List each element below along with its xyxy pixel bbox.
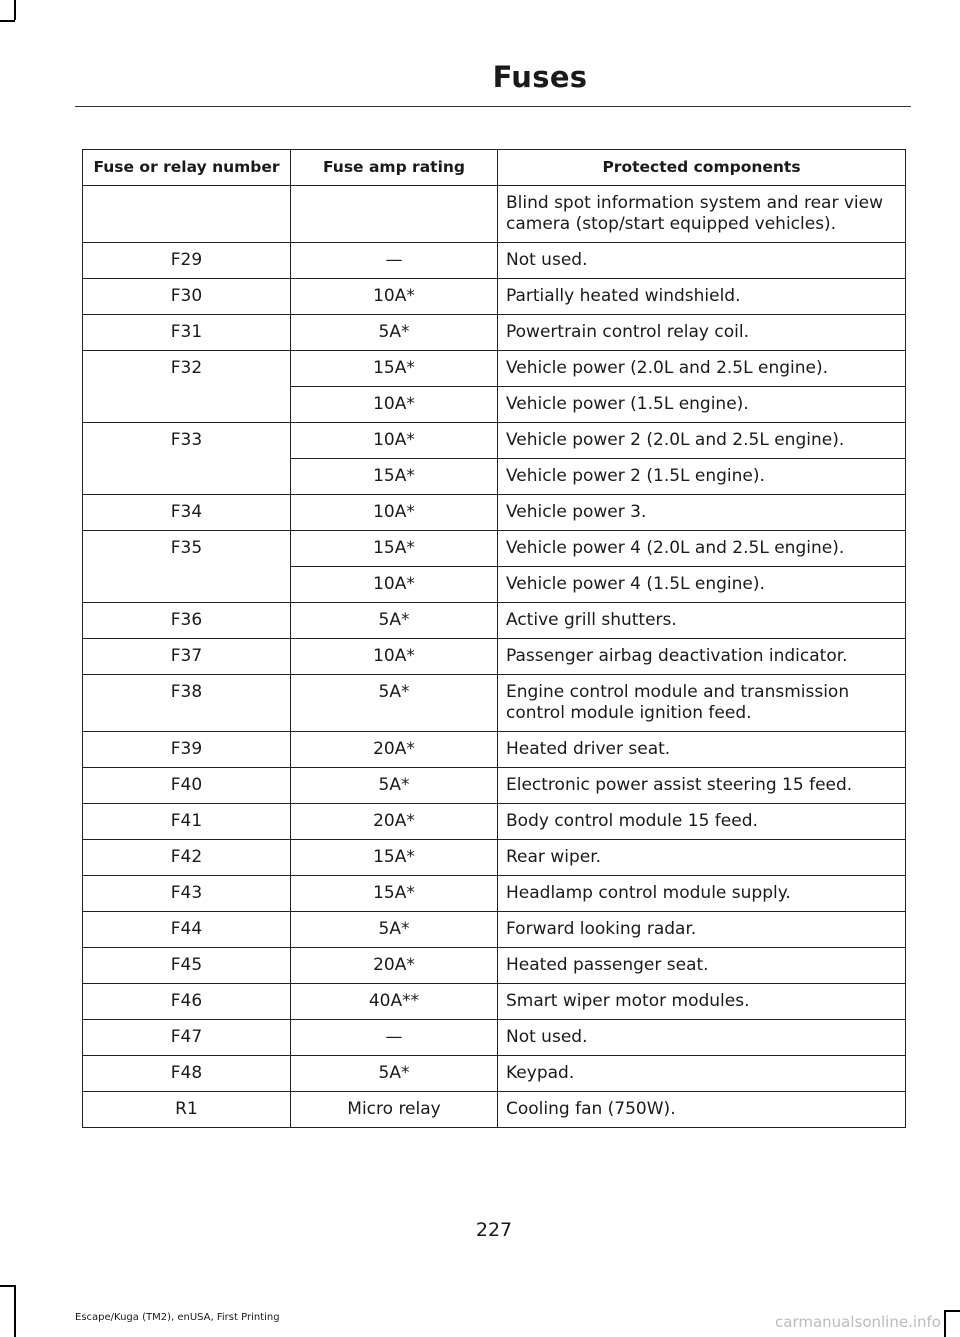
- fuse-number-cell: F43: [83, 876, 291, 912]
- amp-rating-cell: 5A*: [291, 603, 498, 639]
- protected-components-cell: Headlamp control module supply.: [498, 876, 906, 912]
- amp-rating-cell: Micro relay: [291, 1092, 498, 1128]
- amp-rating-cell: 15A*: [291, 351, 498, 387]
- amp-rating-cell: 10A*: [291, 387, 498, 423]
- amp-rating-cell: 15A*: [291, 459, 498, 495]
- protected-components-cell: Vehicle power 2 (1.5L engine).: [498, 459, 906, 495]
- table-row: [83, 1020, 906, 1056]
- protected-components-cell: Vehicle power 4 (2.0L and 2.5L engine).: [498, 531, 906, 567]
- table-row: [83, 948, 906, 984]
- fuse-number-cell: F36: [83, 603, 291, 639]
- amp-rating-cell: 15A*: [291, 531, 498, 567]
- crop-mark-top-left-v: [14, 0, 16, 20]
- protected-components-cell: Electronic power assist steering 15 feed.: [498, 768, 906, 804]
- fuse-number-cell: F32: [83, 351, 291, 423]
- column-header-amp-rating: Fuse amp rating: [291, 150, 498, 186]
- protected-components-cell: Vehicle power 2 (2.0L and 2.5L engine).: [498, 423, 906, 459]
- protected-components-cell: Vehicle power 4 (1.5L engine).: [498, 567, 906, 603]
- amp-rating-cell: [291, 186, 498, 243]
- watermark: carmanualsonline.info: [775, 1313, 941, 1331]
- protected-components-cell: Not used.: [498, 243, 906, 279]
- protected-components-cell: Keypad.: [498, 1056, 906, 1092]
- protected-components-cell: Engine control module and transmission control module ignition feed.: [498, 675, 906, 732]
- amp-rating-cell: 15A*: [291, 840, 498, 876]
- protected-components-cell: Forward looking radar.: [498, 912, 906, 948]
- fuse-number-cell: F38: [83, 675, 291, 732]
- amp-rating-cell: 40A**: [291, 984, 498, 1020]
- table-header-row: [83, 150, 906, 186]
- protected-components-cell: Active grill shutters.: [498, 603, 906, 639]
- amp-rating-cell: 10A*: [291, 495, 498, 531]
- fuse-number-cell: F30: [83, 279, 291, 315]
- amp-rating-cell: 15A*: [291, 876, 498, 912]
- page-number: 227: [475, 1219, 513, 1241]
- table-row: [83, 639, 906, 675]
- protected-components-cell: Powertrain control relay coil.: [498, 315, 906, 351]
- protected-components-cell: Vehicle power (2.0L and 2.5L engine).: [498, 351, 906, 387]
- crop-mark-bottom-left-h: [0, 1285, 15, 1287]
- amp-rating-cell: 5A*: [291, 768, 498, 804]
- protected-components-cell: Smart wiper motor modules.: [498, 984, 906, 1020]
- table-row: [83, 732, 906, 768]
- fuse-number-cell: F39: [83, 732, 291, 768]
- fuse-number-cell: F37: [83, 639, 291, 675]
- table-row: [83, 495, 906, 531]
- amp-rating-cell: 10A*: [291, 639, 498, 675]
- fuse-table: [82, 149, 906, 1128]
- fuse-table-body: [83, 186, 906, 1128]
- fuse-number-cell: R1: [83, 1092, 291, 1128]
- publication-info: Escape/Kuga (TM2), enUSA, First Printing: [75, 1312, 280, 1323]
- table-row: [83, 186, 906, 243]
- fuse-number-cell: F29: [83, 243, 291, 279]
- fuse-number-cell: F45: [83, 948, 291, 984]
- table-row: [83, 351, 906, 387]
- amp-rating-cell: 5A*: [291, 912, 498, 948]
- fuse-number-cell: F40: [83, 768, 291, 804]
- table-row: [83, 1092, 906, 1128]
- protected-components-cell: Heated driver seat.: [498, 732, 906, 768]
- fuse-number-cell: F48: [83, 1056, 291, 1092]
- protected-components-cell: Not used.: [498, 1020, 906, 1056]
- header-rule: [75, 106, 911, 107]
- table-row: [83, 243, 906, 279]
- table-row: [83, 531, 906, 567]
- table-row: [83, 315, 906, 351]
- table-row: [83, 279, 906, 315]
- amp-rating-cell: 20A*: [291, 732, 498, 768]
- amp-rating-cell: 5A*: [291, 315, 498, 351]
- fuse-number-cell: F46: [83, 984, 291, 1020]
- table-row: [83, 840, 906, 876]
- protected-components-cell: Rear wiper.: [498, 840, 906, 876]
- amp-rating-cell: 10A*: [291, 279, 498, 315]
- amp-rating-cell: —: [291, 1020, 498, 1056]
- table-row: [83, 804, 906, 840]
- table-row: [83, 1056, 906, 1092]
- amp-rating-cell: 5A*: [291, 1056, 498, 1092]
- amp-rating-cell: 10A*: [291, 423, 498, 459]
- fuse-number-cell: F41: [83, 804, 291, 840]
- page-title: Fuses: [492, 60, 588, 94]
- amp-rating-cell: 10A*: [291, 567, 498, 603]
- crop-mark-bottom-left-v: [14, 1285, 16, 1337]
- table-row: [83, 768, 906, 804]
- protected-components-cell: Body control module 15 feed.: [498, 804, 906, 840]
- column-header-protected-components: Protected components: [498, 150, 906, 186]
- fuse-number-cell: [83, 186, 291, 243]
- table-row: [83, 423, 906, 459]
- table-row: [83, 603, 906, 639]
- table-row: [83, 876, 906, 912]
- fuse-number-cell: F34: [83, 495, 291, 531]
- protected-components-cell: Cooling fan (750W).: [498, 1092, 906, 1128]
- fuse-number-cell: F35: [83, 531, 291, 603]
- crop-mark-top-left-h: [0, 20, 15, 22]
- fuse-number-cell: F47: [83, 1020, 291, 1056]
- fuse-number-cell: F44: [83, 912, 291, 948]
- column-header-fuse-number: Fuse or relay number: [83, 150, 291, 186]
- amp-rating-cell: —: [291, 243, 498, 279]
- protected-components-cell: Blind spot information system and rear view camera (stop/start equipped vehicles).: [498, 186, 906, 243]
- protected-components-cell: Passenger airbag deactivation indicator.: [498, 639, 906, 675]
- table-row: [83, 912, 906, 948]
- protected-components-cell: Heated passenger seat.: [498, 948, 906, 984]
- crop-mark-bottom-right-v: [944, 1310, 946, 1337]
- table-row: [83, 675, 906, 732]
- amp-rating-cell: 20A*: [291, 804, 498, 840]
- protected-components-cell: Vehicle power (1.5L engine).: [498, 387, 906, 423]
- fuse-number-cell: F42: [83, 840, 291, 876]
- protected-components-cell: Partially heated windshield.: [498, 279, 906, 315]
- amp-rating-cell: 5A*: [291, 675, 498, 732]
- amp-rating-cell: 20A*: [291, 948, 498, 984]
- fuse-number-cell: F33: [83, 423, 291, 495]
- table-row: [83, 984, 906, 1020]
- crop-mark-bottom-right-h: [944, 1310, 960, 1312]
- protected-components-cell: Vehicle power 3.: [498, 495, 906, 531]
- fuse-number-cell: F31: [83, 315, 291, 351]
